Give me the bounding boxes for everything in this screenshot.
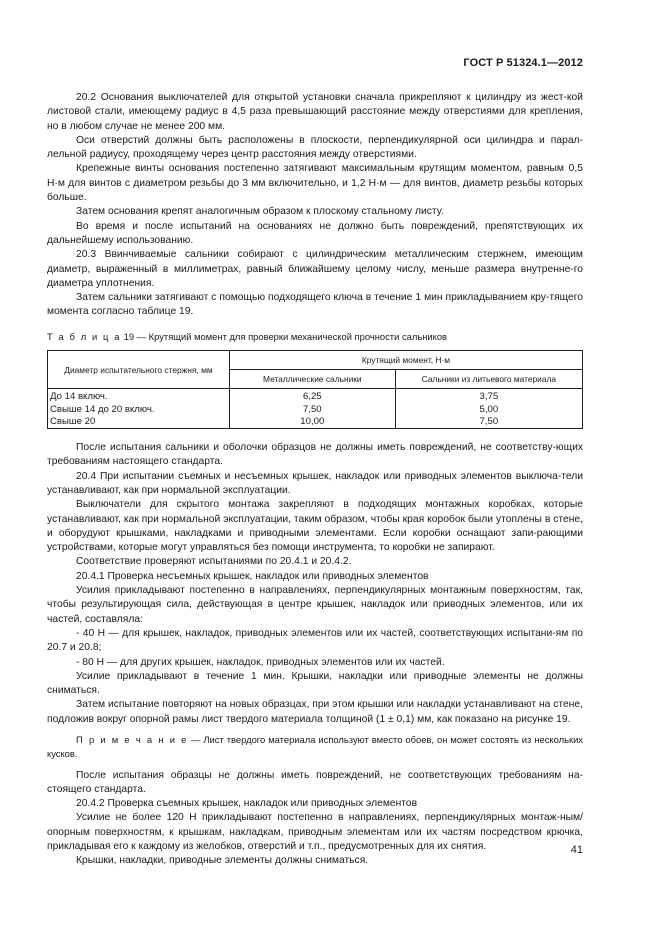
table-cell-diameter: До 14 включ. xyxy=(48,389,230,404)
paragraph: 20.4 При испытании съемных и несъемных крышек, накладок или приводных элементов выключа-тели устанавливают, как при нормальной эксплуатации. xyxy=(47,470,583,496)
paragraph: Соответствие проверяют испытаниями по 20.4.1 и 20.4.2. xyxy=(76,556,352,568)
table-row xyxy=(48,416,583,429)
table-cell-metal: 10,00 xyxy=(229,416,395,429)
section-heading: 20.4.2 Проверка съемных крышек, накладок или приводных элементов xyxy=(76,798,418,810)
note-text: — Лист твердого материала используют вместо обоев, он может состоять из нескольких кусков. xyxy=(47,734,583,760)
list-item: - 40 Н — для крышек, накладок, приводных элементов или их частей, соответствующих испытани-ям по 20.7 и 20.8; xyxy=(47,627,583,654)
table-cell-metal: 7,50 xyxy=(229,404,395,416)
paragraph: Крышки, накладки, приводные элементы должны сниматься. xyxy=(76,855,369,867)
paragraph: Усилия прикладывают постепенно в направлениях, перпендикулярных монтажным поверхностям, так, чтобы результирующая сила, действующая в центре крышек, накладок или приводных элементов, или их частей, составляла: xyxy=(47,585,583,625)
paragraph: Затем основания крепят аналогичным образом к плоскому стальному листу. xyxy=(76,206,444,218)
page-number: 41 xyxy=(570,844,583,856)
table-caption xyxy=(47,330,583,344)
table-cell-cast: 5,00 xyxy=(395,404,582,416)
table-cell-diameter: Свыше 14 до 20 включ. xyxy=(48,404,230,416)
list-item: - 80 Н — для других крышек, накладок, приводных элементов или их частей. xyxy=(76,656,445,668)
paragraph: Усилие не более 120 Н прикладывают постепенно в направлениях, перпендикулярных монтаж-ным/опорным поверхностям, к крышкам, накладкам, приводным элементам или их частям посредством крючка, прикладывая его к каждому из желобков, отверстий и т.п., предусмотренных для их снятия. xyxy=(47,812,583,853)
paragraph: Выключатели для скрытого монтажа закрепляют в подходящих монтажных коробках, которые устанавливают, как при нормальной эксплуатации, таким образом, чтобы края коробок были утоплены в стене, и оборудуют крышками, накладками и приводными элементами. Если коробки оснащают запи-рающими устройствами, которые могут управляться без помощи инструмента, то коробки не запирают. xyxy=(47,499,583,554)
table-cell-cast: 7,50 xyxy=(395,416,582,429)
table-header-diameter: Диаметр испытательного стержня, мм xyxy=(48,351,230,389)
table-header-metal: Металлические сальники xyxy=(229,370,395,389)
paragraph: Усилие прикладывают в течение 1 мин. Крышки, накладки или приводные элементы не должны сниматься. xyxy=(47,670,583,697)
paragraph: Оси отверстий должны быть расположены в плоскости, перпендикулярной оси цилиндра и парал-лельной радиусу, проходящему через центр расстояния между отверстиями. xyxy=(47,134,583,161)
table-header-cast: Сальники из литьевого материала xyxy=(395,370,582,389)
document-body xyxy=(47,91,583,869)
table-row xyxy=(48,389,583,404)
note xyxy=(47,733,583,762)
paragraph: Крепежные винты основания постепенно затягивают максимальным крутящим моментом, равным 0,5 Н·м для винтов с диаметром резьбы до 3 мм включительно, и 1,2 Н·м — для винтов, диаметр резьбы которых больше. xyxy=(47,163,583,204)
paragraph: 20.3 Ввинчиваемые сальники собирают с цилиндрическим металлическим стержнем, имеющим диаметр, выраженный в миллиметрах, равный ближайшему целому числу, меньше размера внутренне-го диаметра уплотнения. xyxy=(47,249,583,289)
note-label: П р и м е ч а н и е xyxy=(76,734,188,745)
table-caption-label: Т а б л и ц а xyxy=(47,330,122,342)
table-header-torque: Крутящий момент, Н·м xyxy=(229,351,582,370)
section-heading: 20.4.1 Проверка несъемных крышек, накладок или приводных элементов xyxy=(76,570,429,582)
paragraph: Затем испытание повторяют на новых образцах, при этом крышки или накладки устанавливают на стене, подложив вокруг опорной рамы лист твердого материала толщиной (1 ± 0,1) мм, как показано на рисунке 19. xyxy=(47,699,583,725)
table-cell-diameter: Свыше 20 xyxy=(48,416,230,429)
paragraph: После испытания образцы не должны иметь повреждений, не соответствующих требованиям на-стоящего стандарта. xyxy=(47,769,583,795)
paragraph: Затем сальники затягивают с помощью подходящего ключа в течение 1 мин прикладыванием кру-тящего момента согласно таблице 19. xyxy=(47,292,583,318)
paragraph: 20.2 Основания выключателей для открытой установки сначала прикрепляют к цилиндру из жест-кой листовой стали, имеющему радиус в 4,5 раза превышающий расстояние между отверстиями для крепления, но в любом случае не менее 200 мм. xyxy=(47,92,583,132)
table-row xyxy=(48,404,583,416)
table-cell-cast: 3,75 xyxy=(395,389,582,404)
torque-table xyxy=(47,350,583,429)
document-code-header: ГОСТ Р 51324.1—2012 xyxy=(463,57,583,69)
table-cell-metal: 6,25 xyxy=(229,389,395,404)
table-caption-text: 19 — Крутящий момент для проверки механической прочности сальников xyxy=(123,330,448,342)
paragraph: Во время и после испытаний на основаниях не должно быть повреждений, препятствующих их дальнейшему использованию. xyxy=(47,220,583,246)
paragraph: После испытания сальники и оболочки образцов не должны иметь повреждений, не соответству-ющих требованиям настоящего стандарта. xyxy=(47,442,583,468)
